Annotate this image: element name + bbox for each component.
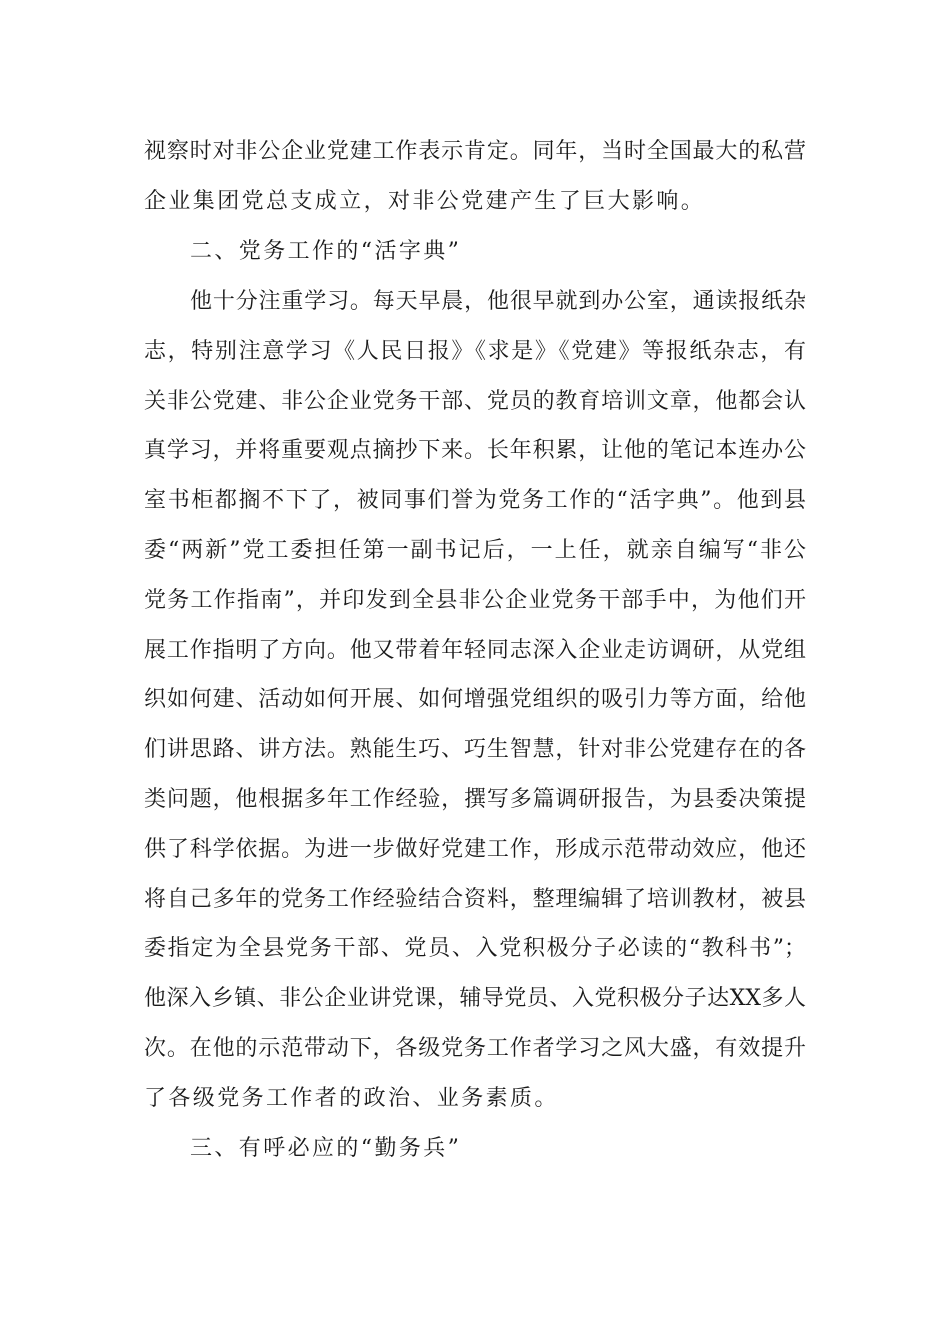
paragraph-line: 委“两新”党工委担任第一副书记后，一上任，就亲自编写“非公 [144, 538, 806, 563]
paragraph-line: 他十分注重学习。每天早晨，他很早就到办公室，通读报纸杂 [190, 289, 806, 314]
paragraph-line: 供了科学依据。为进一步做好党建工作，形成示范带动效应，他还 [144, 837, 806, 862]
section-heading: 二、党务工作的“活字典” [190, 239, 462, 264]
paragraph-line: 企业集团党总支成立，对非公党建产生了巨大影响。 [144, 189, 706, 214]
paragraph-line: 室书柜都搁不下了，被同事们誉为党务工作的“活字典”。他到县 [144, 488, 806, 513]
paragraph-line: 展工作指明了方向。他又带着年轻同志深入企业走访调研，从党组 [144, 638, 806, 663]
paragraph-line: 志，特别注意学习《人民日报》《求是》《党建》等报纸杂志，有 [144, 339, 806, 364]
paragraph-line: 党务工作指南”，并印发到全县非公企业党务干部手中，为他们开 [144, 588, 806, 613]
paragraph-line: 委指定为全县党务干部、党员、入党积极分子必读的“教科书”； [144, 936, 806, 961]
paragraph-line: 次。在他的示范带动下，各级党务工作者学习之风大盛，有效提升 [144, 1036, 806, 1061]
paragraph-line: 了各级党务工作者的政治、业务素质。 [144, 1086, 559, 1111]
paragraph-line: 视察时对非公企业党建工作表示肯定。同年，当时全国最大的私营 [144, 139, 806, 164]
paragraph-line: 关非公党建、非公企业党务干部、党员的教育培训文章，他都会认 [144, 389, 806, 414]
paragraph-line: 织如何建、活动如何开展、如何增强党组织的吸引力等方面，给他 [144, 687, 806, 712]
paragraph-line: 们讲思路、讲方法。熟能生巧、巧生智慧，针对非公党建存在的各 [144, 737, 806, 762]
paragraph-line: 真学习，并将重要观点摘抄下来。长年积累，让他的笔记本连办公 [144, 438, 806, 463]
section-heading: 三、有呼必应的“勤务兵” [190, 1136, 462, 1161]
paragraph-line: 他深入乡镇、非公企业讲党课，辅导党员、入党积极分子达XX多人 [144, 986, 806, 1011]
paragraph-line: 将自己多年的党务工作经验结合资料，整理编辑了培训教材，被县 [144, 887, 806, 912]
paragraph-line: 类问题，他根据多年工作经验，撰写多篇调研报告，为县委决策提 [144, 787, 806, 812]
